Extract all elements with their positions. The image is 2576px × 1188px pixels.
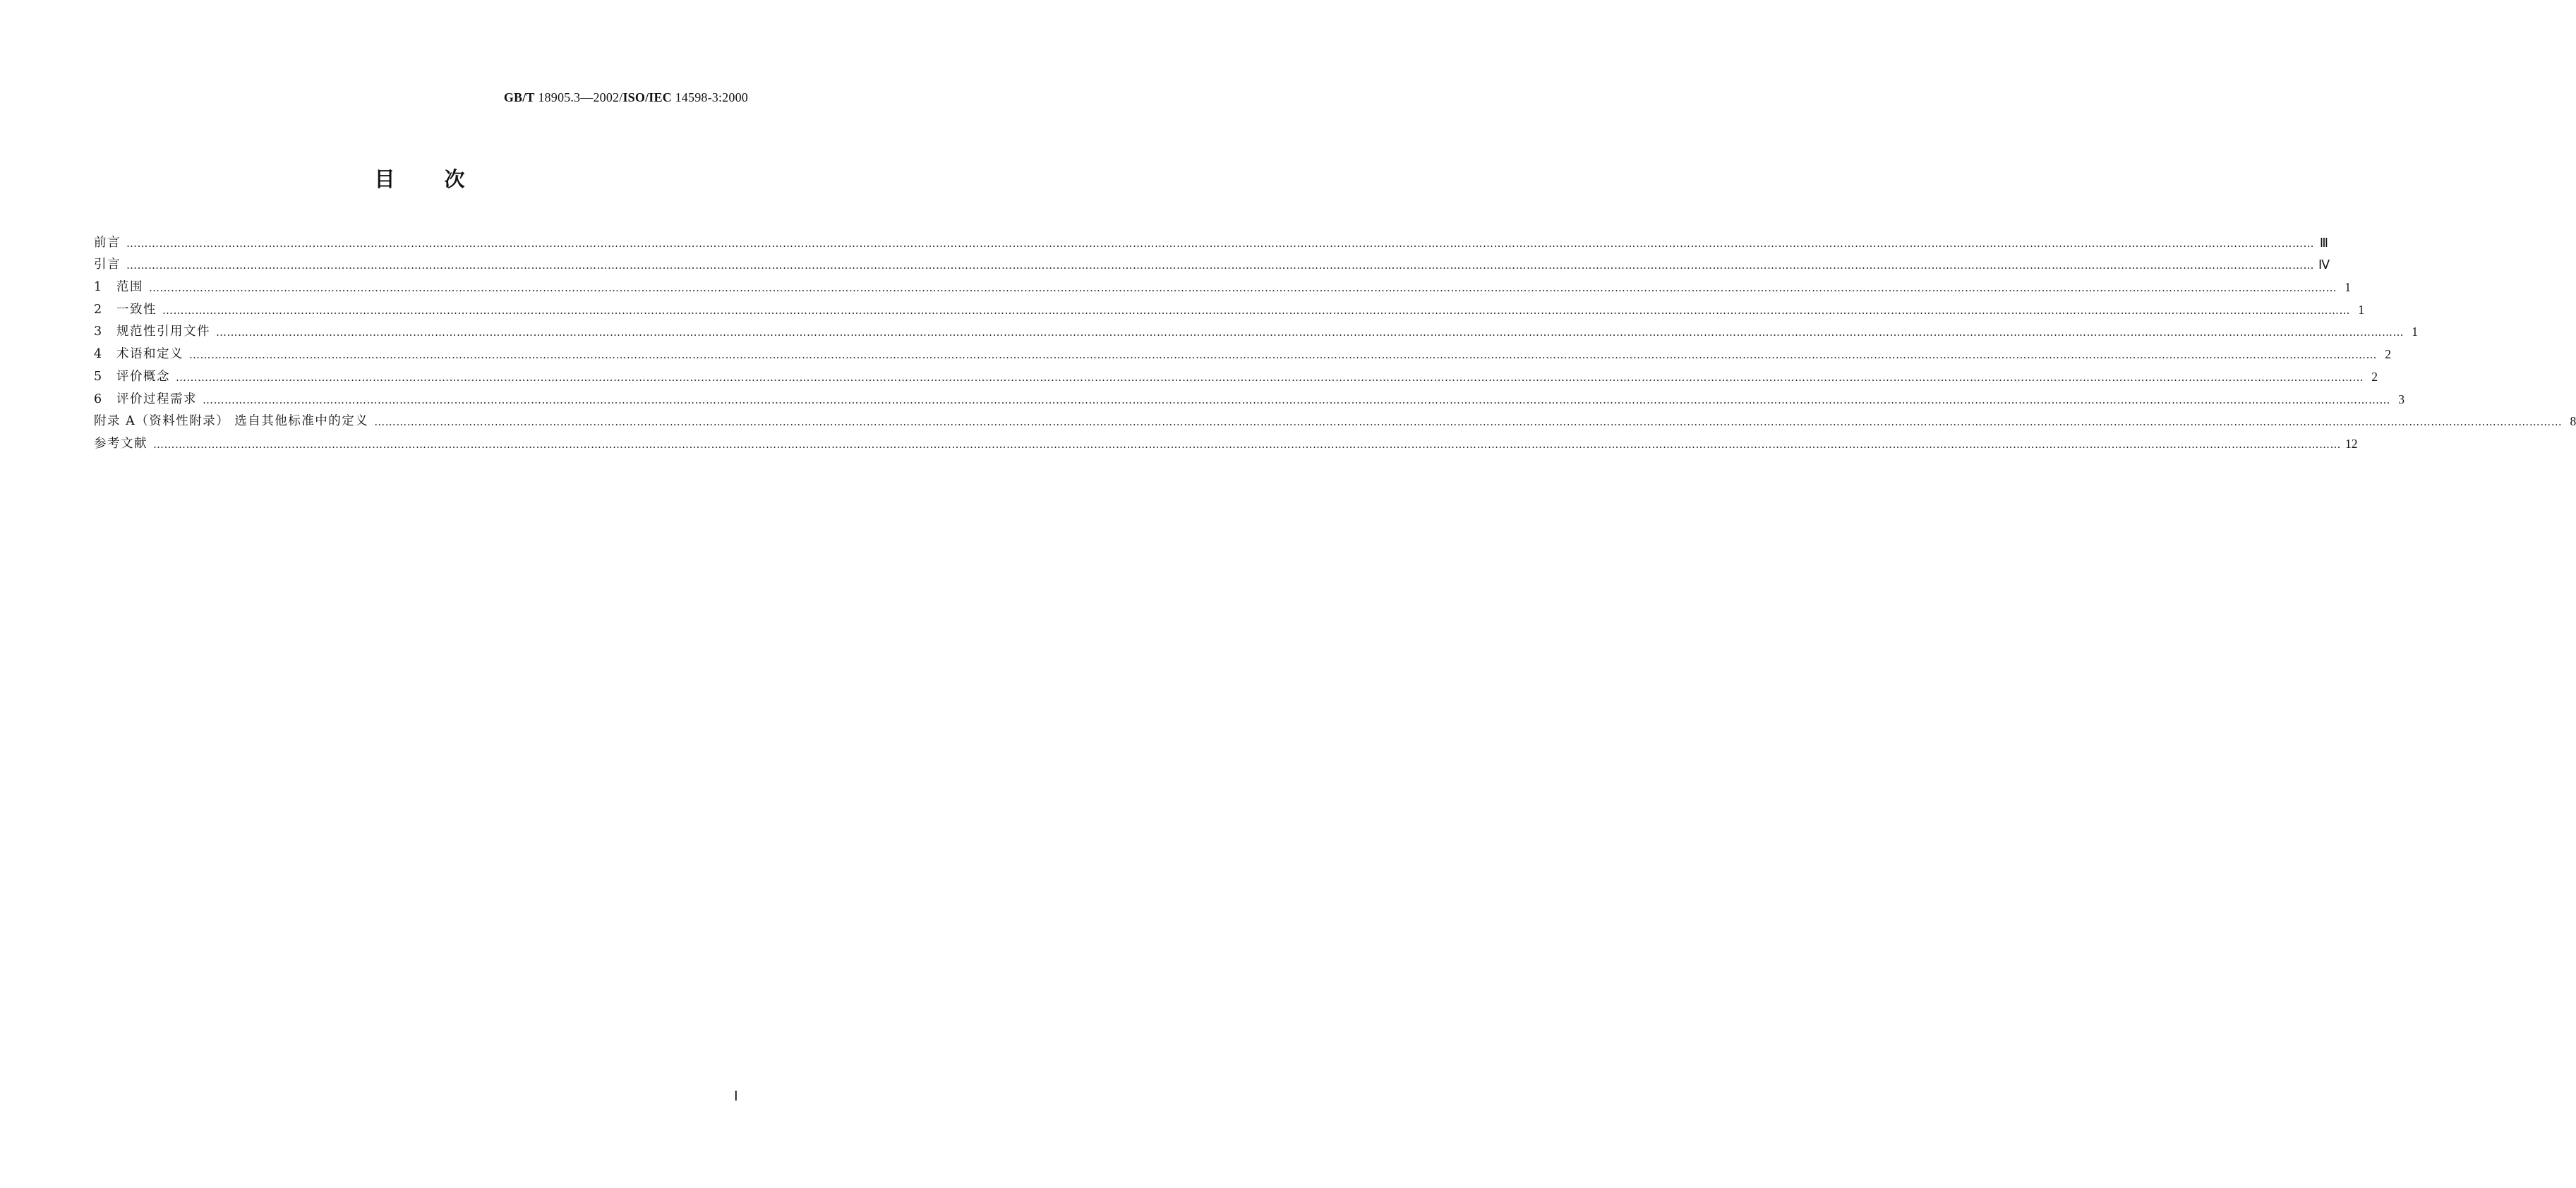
toc-entry-title: 评价过程需求 xyxy=(116,392,197,406)
title-char-2: 次 xyxy=(444,167,467,191)
toc-entry-label xyxy=(94,344,189,362)
toc-entry-number: 2 xyxy=(94,302,102,317)
toc-entry-page: 1 xyxy=(2412,325,2418,339)
toc-entry-label xyxy=(94,300,162,317)
toc-entry-page: 2 xyxy=(2385,347,2391,362)
toc-leader-dots: …………………………………………………………………………………………………………………………………………………………………………………………………………………………………………………………………………………………………………………………………………………………………………………………………………………………………………………………………………………………………………………………………………………… xyxy=(216,326,2404,339)
toc-entry-bibliography[interactable] xyxy=(94,429,2358,451)
toc-entry-title: 一致性 xyxy=(116,302,157,317)
toc-entry-introduction[interactable] xyxy=(94,250,2330,273)
toc-entry-page: 8 xyxy=(2570,414,2576,429)
toc-entry-evaluation-process[interactable] xyxy=(94,384,2405,407)
toc-entry-terms-definitions[interactable] xyxy=(94,339,2391,362)
toc-leader-dots: …………………………………………………………………………………………………………………………………………………………………………………………………………………………………………………………………………………………………………………………………………………………………………………………………………………………………………………………………………………………………………………………………………………… xyxy=(162,303,2350,317)
toc-entry-label xyxy=(94,367,176,384)
toc-entry-label xyxy=(94,322,216,339)
toc-entry-scope[interactable] xyxy=(94,272,2351,295)
toc-entry-label: 引言 xyxy=(94,257,121,272)
toc-entry-conformance[interactable] xyxy=(94,295,2364,317)
standard-number-header xyxy=(504,90,748,105)
toc-entry-title: 范围 xyxy=(116,280,143,295)
toc-entry-page: 1 xyxy=(2358,302,2364,317)
toc-leader-dots: …………………………………………………………………………………………………………………………………………………………………………………………………………………………………………………………………………………………………………………………………………………………………………………………………………………………………………………………………………………………………………………………………………………… xyxy=(126,236,2314,250)
toc-entry-label xyxy=(94,277,149,295)
toc-entry-title: 术语和定义 xyxy=(116,347,183,362)
toc-entry-number: 1 xyxy=(94,280,102,295)
toc-leader-dots: …………………………………………………………………………………………………………………………………………………………………………………………………………………………………………………………………………………………………………………………………………………………………………………………………………………………………………………………………………………………………………………………………………………… xyxy=(153,437,2341,451)
toc-entry-title: 规范性引用文件 xyxy=(116,325,210,339)
toc-entry-number: 4 xyxy=(94,347,102,362)
toc-entry-normative-references[interactable] xyxy=(94,317,2418,340)
page-title xyxy=(0,164,841,193)
standard-code-iso: ISO/IEC xyxy=(622,90,672,104)
toc-entry-number: 3 xyxy=(94,325,102,339)
toc-entry-annex-a[interactable] xyxy=(94,407,2576,430)
toc-entry-page: Ⅲ xyxy=(2319,235,2328,250)
toc-entry-label: 前言 xyxy=(94,235,121,250)
toc-entry-preface[interactable] xyxy=(94,228,2328,250)
standard-code-gbt: GB/T xyxy=(503,90,535,104)
toc-entry-evaluation-concepts[interactable] xyxy=(94,362,2378,384)
toc-entry-page: Ⅳ xyxy=(2318,257,2330,272)
toc-leader-dots: …………………………………………………………………………………………………………………………………………………………………………………………………………………………………………………………………………………………………………………………………………………………………………………………………………………………………………………………………………………………………………………………………………………… xyxy=(126,259,2314,272)
toc-leader-dots: …………………………………………………………………………………………………………………………………………………………………………………………………………………………………………………………………………………………………………………………………………………………………………………………………………………………………………………………………………………………………………………………………………………… xyxy=(189,348,2377,362)
toc-entry-page: 12 xyxy=(2345,436,2358,451)
standard-number-iso: 14598-3:2000 xyxy=(671,90,748,104)
toc-leader-dots: …………………………………………………………………………………………………………………………………………………………………………………………………………………………………………………………………………………………………………………………………………………………………………………………………………………………………………………………………………………………………………………………………………………… xyxy=(149,281,2337,295)
toc-entry-title: 评价概念 xyxy=(116,369,170,384)
toc-entry-label xyxy=(94,389,203,407)
page-number: Ⅰ xyxy=(734,1089,738,1104)
toc-entry-page: 2 xyxy=(2371,369,2378,384)
toc-entry-page: 3 xyxy=(2398,392,2405,406)
table-of-contents xyxy=(94,228,2576,451)
toc-leader-dots: …………………………………………………………………………………………………………………………………………………………………………………………………………………………………………………………………………………………………………………………………………………………………………………………………………………………………………………………………………………………………………………………………………………… xyxy=(176,370,2364,384)
toc-entry-number: 5 xyxy=(94,369,102,384)
toc-leader-dots: …………………………………………………………………………………………………………………………………………………………………………………………………………………………………………………………………………………………………………………………………………………………………………………………………………………………………………………………………………………………………………………………………………………… xyxy=(374,416,2563,429)
toc-entry-label: 参考文献 xyxy=(94,436,148,451)
toc-entry-number: 6 xyxy=(94,392,102,406)
toc-entry-page: 1 xyxy=(2345,280,2351,295)
toc-entry-label: 附录 A（资料性附录） 选自其他标准中的定义 xyxy=(94,414,369,429)
toc-leader-dots: …………………………………………………………………………………………………………………………………………………………………………………………………………………………………………………………………………………………………………………………………………………………………………………………………………………………………………………………………………………………………………………………………………………… xyxy=(203,393,2390,406)
standard-number-gbt: 18905.3—2002/ xyxy=(534,90,623,104)
title-char-1: 目 xyxy=(374,167,397,191)
